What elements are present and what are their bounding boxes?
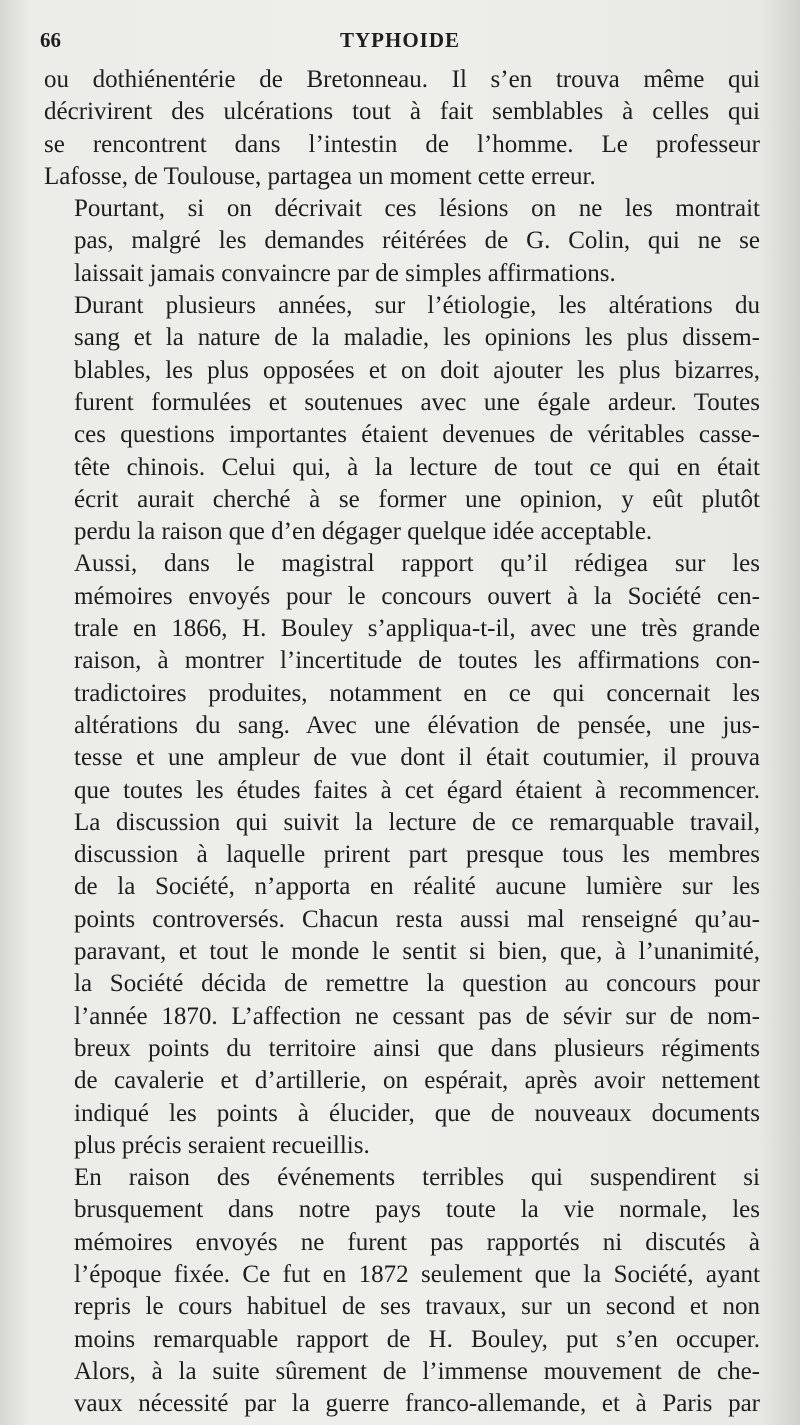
- text-line: l’époque fixée. Ce fut en 1872 seulement que la Société, ayant: [74, 1260, 760, 1288]
- text-line: de cavalerie et d’artillerie, on espérait, après avoir nettement: [74, 1067, 760, 1095]
- text-line: laissait jamais convaincre par de simples affirmations.: [74, 259, 616, 287]
- text-line: furent formulées et soutenues avec une égale ardeur. Toutes: [74, 388, 760, 416]
- text-line: brusquement dans notre pays toute la vie normale, les: [74, 1196, 760, 1224]
- paragraph: [44, 1162, 760, 1420]
- text-line: tête chinois. Celui qui, à la lecture de tout ce qui en était: [74, 453, 760, 481]
- text-line: que toutes les études faites à cet égard étaient à recommencer.: [74, 776, 760, 804]
- paragraph: [44, 290, 760, 548]
- text-line: breux points du territoire ainsi que dans plusieurs régiments: [74, 1034, 760, 1062]
- text-line: trale en 1866, H. Bouley s’appliqua-t-il, avec une très grande: [74, 615, 760, 643]
- text-line: tradictoires produites, notamment en ce qui concernait les: [74, 679, 760, 707]
- text-line: ces questions importantes étaient devenues de véritables casse-: [74, 421, 760, 449]
- text-line: Alors, à la suite sûrement de l’immense mouvement de che-: [74, 1357, 760, 1385]
- text-line: indiqué les points à élucider, que de nouveaux documents: [74, 1099, 760, 1127]
- text-line: blables, les plus opposées et on doit ajouter les plus bizarres,: [74, 356, 760, 384]
- text-line: Pourtant, si on décrivait ces lésions on ne les montrait: [74, 195, 760, 223]
- page-header: [40, 28, 760, 60]
- text-line: tesse et une ampleur de vue dont il était coutumier, il prouva: [74, 744, 760, 772]
- text-line: La discussion qui suivit la lecture de ce remarquable travail,: [74, 808, 760, 836]
- text-line: ou dothiénentérie de Bretonneau. Il s’en trouva même qui: [44, 66, 760, 93]
- text-line: se rencontrent dans l’intestin de l’homme. Le professeur: [44, 130, 760, 158]
- text-line: perdu la raison que d’en dégager quelque idée acceptable.: [74, 518, 653, 546]
- text-line: l’année 1870. L’affection ne cessant pas de sévir sur de nom-: [74, 1002, 760, 1030]
- text-line: mémoires envoyés ne furent pas rapportés ni discutés à: [74, 1228, 760, 1256]
- text-line: écrit aurait cherché à se former une opinion, y eût plutôt: [74, 485, 760, 513]
- text-line: mémoires envoyés pour le concours ouvert à la Société cen-: [74, 582, 760, 610]
- paragraph: [44, 548, 760, 1162]
- text-line: points controversés. Chacun resta aussi mal renseigné qu’au-: [74, 905, 760, 933]
- paragraph: [44, 64, 760, 193]
- text-line: Aussi, dans le magistral rapport qu’il rédigea sur les: [74, 550, 760, 578]
- text-line: paravant, et tout le monde le sentit si bien, que, à l’unanimité,: [74, 938, 760, 966]
- text-line: vaux nécessité par la guerre franco-allemande, et à Paris par: [74, 1390, 760, 1418]
- text-line: sang et la nature de la maladie, les opinions les plus dissem-: [74, 324, 760, 352]
- text-line: pas, malgré les demandes réitérées de G. Colin, qui ne se: [74, 227, 760, 255]
- text-line: décrivirent des ulcérations tout à fait semblables à celles qui: [44, 98, 760, 126]
- text-line: plus précis seraient recueillis.: [74, 1131, 370, 1159]
- running-title: TYPHOIDE: [339, 28, 460, 52]
- page-number: 66: [40, 28, 61, 52]
- body-text: [44, 64, 760, 1420]
- text-line: moins remarquable rapport de H. Bouley, put s’en occuper.: [74, 1325, 760, 1353]
- paragraph: [44, 193, 760, 290]
- text-line: altérations du sang. Avec une élévation de pensée, une jus-: [74, 711, 760, 739]
- text-line: Durant plusieurs années, sur l’étiologie, les altérations du: [74, 292, 760, 320]
- text-line: de la Société, n’apporta en réalité aucune lumière sur les: [74, 873, 760, 901]
- text-line: raison, à montrer l’incertitude de toutes les affirmations con-: [74, 647, 760, 675]
- text-line: repris le cours habituel de ses travaux, sur un second et non: [74, 1293, 760, 1321]
- text-line: En raison des événements terribles qui suspendirent si: [74, 1164, 760, 1192]
- text-line: la Société décida de remettre la question au concours pour: [74, 970, 760, 998]
- text-line: discussion à laquelle prirent part presque tous les membres: [74, 841, 760, 869]
- text-line: Lafosse, de Toulouse, partagea un moment cette erreur.: [44, 162, 596, 190]
